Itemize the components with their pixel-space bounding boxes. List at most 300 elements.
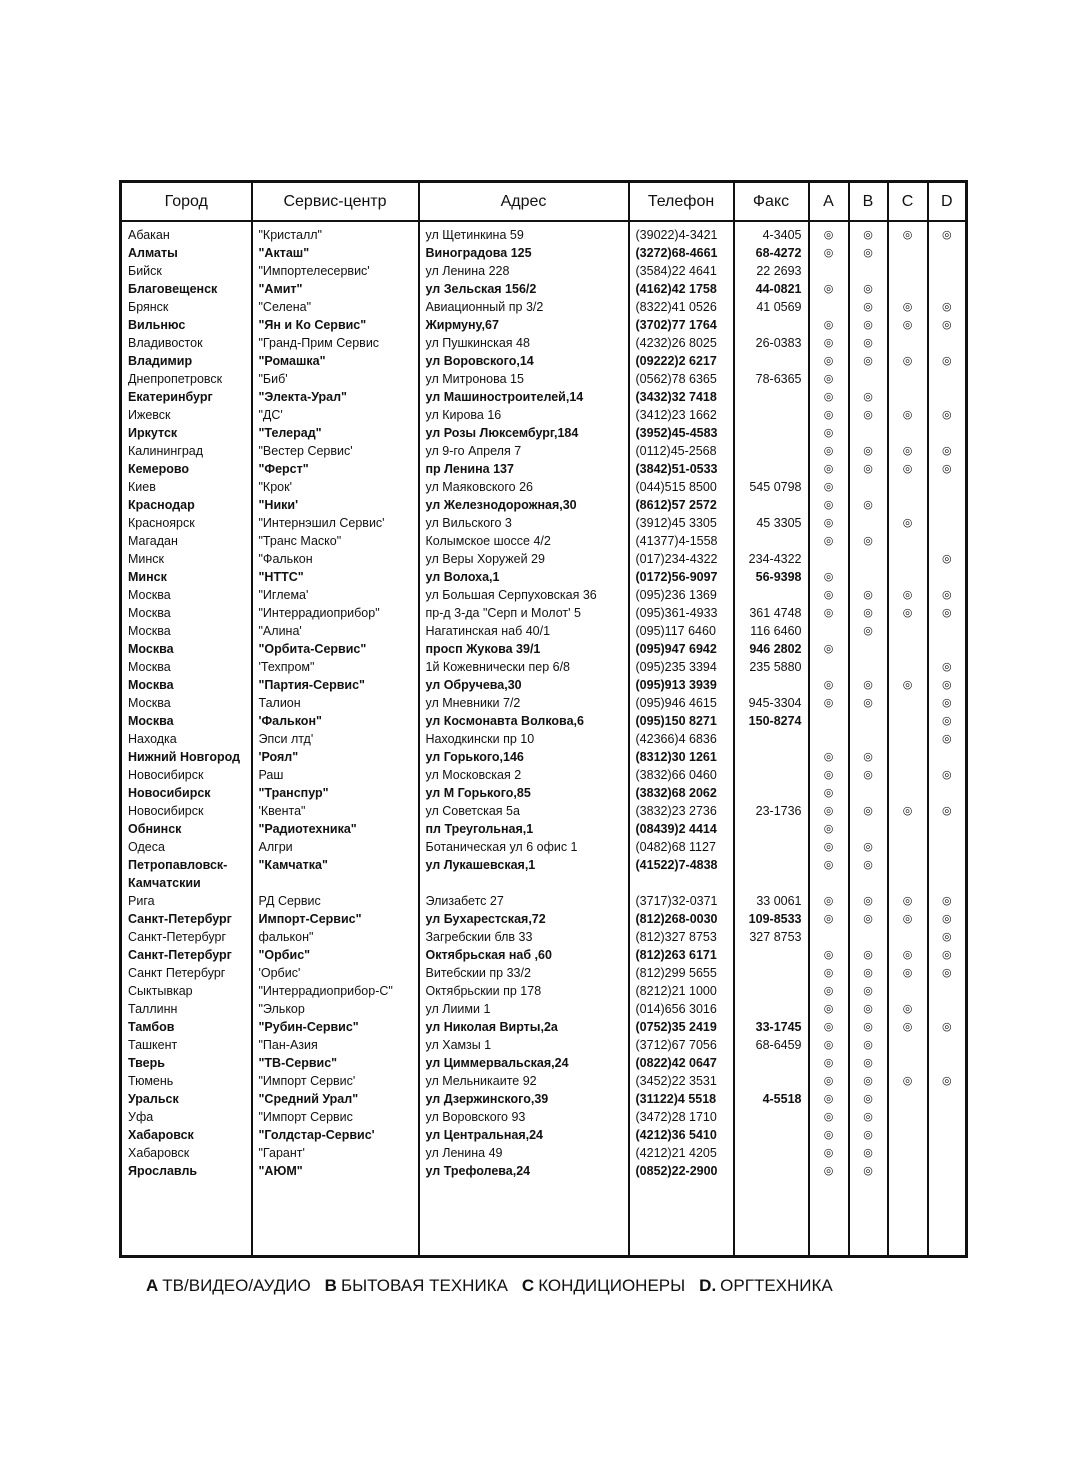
mark-c-cell — [888, 1108, 928, 1126]
header-address: Адрес — [419, 182, 629, 222]
mark-c-cell: ◎ — [888, 802, 928, 820]
mark-d-cell — [928, 748, 967, 766]
address-cell: ул Николая Вирты,2а — [419, 1018, 629, 1036]
service-center-cell: "Транспур" — [252, 784, 419, 802]
legend-item — [699, 1276, 833, 1295]
mark-a-cell: ◎ — [809, 1108, 849, 1126]
table-row — [121, 928, 967, 946]
service-center-cell: 'Квента" — [252, 802, 419, 820]
mark-a-cell: ◎ — [809, 352, 849, 370]
city-cell: Владимир — [121, 352, 252, 370]
city-cell: Магадан — [121, 532, 252, 550]
mark-a-cell: ◎ — [809, 838, 849, 856]
city-cell: Новосибирск — [121, 766, 252, 784]
legend-item — [522, 1276, 685, 1295]
city-cell: Киев — [121, 478, 252, 496]
table-row — [121, 532, 967, 550]
mark-a-cell: ◎ — [809, 406, 849, 424]
mark-c-cell — [888, 622, 928, 640]
phone-cell: (0562)78 6365 — [629, 370, 734, 388]
city-cell: Ижевск — [121, 406, 252, 424]
fax-cell: 4-3405 — [734, 221, 809, 244]
phone-cell: (095)946 4615 — [629, 694, 734, 712]
mark-d-cell — [928, 1000, 967, 1018]
address-cell: ул Мневники 7/2 — [419, 694, 629, 712]
mark-b-cell — [849, 550, 888, 568]
mark-d-cell — [928, 982, 967, 1000]
phone-cell: (0752)35 2419 — [629, 1018, 734, 1036]
table-row — [121, 280, 967, 298]
address-cell: Находкински пр 10 — [419, 730, 629, 748]
mark-d-cell: ◎ — [928, 676, 967, 694]
mark-a-cell — [809, 874, 849, 892]
mark-c-cell: ◎ — [888, 1018, 928, 1036]
mark-d-cell: ◎ — [928, 766, 967, 784]
address-cell: ул Зельская 156/2 — [419, 280, 629, 298]
address-cell: ул Дзержинского,39 — [419, 1090, 629, 1108]
phone-cell: (095)236 1369 — [629, 586, 734, 604]
fax-cell — [734, 388, 809, 406]
table-row — [121, 406, 967, 424]
table-row — [121, 766, 967, 784]
service-center-cell: "НТТС" — [252, 568, 419, 586]
address-cell: ул Вильского 3 — [419, 514, 629, 532]
mark-a-cell: ◎ — [809, 604, 849, 622]
table-row — [121, 1018, 967, 1036]
phone-cell: (8612)57 2572 — [629, 496, 734, 514]
table-row — [121, 1072, 967, 1090]
phone-cell: (3432)32 7418 — [629, 388, 734, 406]
header-d: D — [928, 182, 967, 222]
mark-c-cell — [888, 928, 928, 946]
legend-letter: B — [324, 1276, 337, 1295]
mark-c-cell: ◎ — [888, 221, 928, 244]
address-cell: ул Железнодорожная,30 — [419, 496, 629, 514]
phone-cell: (812)263 6171 — [629, 946, 734, 964]
mark-c-cell — [888, 334, 928, 352]
service-center-cell: Эпси лтд' — [252, 730, 419, 748]
mark-d-cell: ◎ — [928, 442, 967, 460]
address-cell: ул Горького,146 — [419, 748, 629, 766]
fax-cell: 56-9398 — [734, 568, 809, 586]
mark-c-cell: ◎ — [888, 352, 928, 370]
legend-letter: C — [521, 1276, 535, 1295]
mark-d-cell — [928, 1090, 967, 1108]
table-row — [121, 334, 967, 352]
fax-cell — [734, 838, 809, 856]
address-cell: ул Пушкинская 48 — [419, 334, 629, 352]
phone-cell: (08439)2 4414 — [629, 820, 734, 838]
mark-c-cell — [888, 550, 928, 568]
fax-cell: 4-5518 — [734, 1090, 809, 1108]
fax-cell: 33-1745 — [734, 1018, 809, 1036]
mark-d-cell: ◎ — [928, 550, 967, 568]
phone-cell: (095)117 6460 — [629, 622, 734, 640]
mark-d-cell — [928, 1126, 967, 1144]
address-cell: ул Космонавта Волкова,6 — [419, 712, 629, 730]
city-cell: Обнинск — [121, 820, 252, 838]
address-cell: ул Машиностроителей,14 — [419, 388, 629, 406]
fax-cell: 26-0383 — [734, 334, 809, 352]
table-row — [121, 298, 967, 316]
mark-c-cell — [888, 568, 928, 586]
empty-cell — [629, 1180, 734, 1257]
table-row — [121, 676, 967, 694]
mark-c-cell — [888, 730, 928, 748]
mark-d-cell — [928, 514, 967, 532]
mark-d-cell — [928, 280, 967, 298]
fax-cell: 946 2802 — [734, 640, 809, 658]
mark-b-cell — [849, 712, 888, 730]
city-cell: Санкт-Петербург — [121, 928, 252, 946]
mark-d-cell: ◎ — [928, 730, 967, 748]
mark-a-cell — [809, 550, 849, 568]
address-cell: ул Веры Хоружей 29 — [419, 550, 629, 568]
header-b: B — [849, 182, 888, 222]
city-cell: Москва — [121, 694, 252, 712]
fax-cell — [734, 820, 809, 838]
mark-c-cell: ◎ — [888, 676, 928, 694]
mark-a-cell: ◎ — [809, 1144, 849, 1162]
table-row — [121, 568, 967, 586]
mark-a-cell: ◎ — [809, 1090, 849, 1108]
city-cell: Хабаровск — [121, 1126, 252, 1144]
fax-cell — [734, 982, 809, 1000]
table-row — [121, 1054, 967, 1072]
fax-cell: 41 0569 — [734, 298, 809, 316]
table-row — [121, 694, 967, 712]
legend-item — [325, 1276, 508, 1295]
city-cell: Уфа — [121, 1108, 252, 1126]
mark-b-cell: ◎ — [849, 1018, 888, 1036]
mark-b-cell: ◎ — [849, 694, 888, 712]
city-cell: Краснодар — [121, 496, 252, 514]
mark-d-cell — [928, 874, 967, 892]
service-center-cell: "Иглема' — [252, 586, 419, 604]
service-center-cell: "Электа-Урал" — [252, 388, 419, 406]
address-cell: ул Воровского 93 — [419, 1108, 629, 1126]
fax-cell — [734, 442, 809, 460]
mark-b-cell: ◎ — [849, 460, 888, 478]
address-cell: Авиационный пр 3/2 — [419, 298, 629, 316]
table-row — [121, 658, 967, 676]
address-cell: ул 9-го Апреля 7 — [419, 442, 629, 460]
mark-d-cell — [928, 532, 967, 550]
service-center-cell: "Кристалл" — [252, 221, 419, 244]
address-cell: ул Мельникаите 92 — [419, 1072, 629, 1090]
table-row — [121, 370, 967, 388]
fax-cell — [734, 1162, 809, 1180]
mark-d-cell: ◎ — [928, 604, 967, 622]
service-center-cell: "Пан-Азия — [252, 1036, 419, 1054]
phone-cell: (0112)45-2568 — [629, 442, 734, 460]
mark-d-cell: ◎ — [928, 460, 967, 478]
fax-cell — [734, 676, 809, 694]
mark-a-cell: ◎ — [809, 316, 849, 334]
phone-cell: (31122)4 5518 — [629, 1090, 734, 1108]
table-row — [121, 622, 967, 640]
address-cell: пр Ленина 137 — [419, 460, 629, 478]
mark-a-cell: ◎ — [809, 640, 849, 658]
mark-c-cell — [888, 1054, 928, 1072]
mark-a-cell: ◎ — [809, 748, 849, 766]
header-phone: Телефон — [629, 182, 734, 222]
city-cell: Санкт Петербург — [121, 964, 252, 982]
mark-c-cell: ◎ — [888, 892, 928, 910]
service-center-cell: "Радиотехника" — [252, 820, 419, 838]
service-center-cell: 'Орбис' — [252, 964, 419, 982]
fax-cell — [734, 406, 809, 424]
service-center-cell: "Гранд-Прим Сервис — [252, 334, 419, 352]
mark-d-cell — [928, 568, 967, 586]
address-cell: ул Трефолева,24 — [419, 1162, 629, 1180]
phone-cell: (3952)45-4583 — [629, 424, 734, 442]
service-center-cell: "Крок' — [252, 478, 419, 496]
phone-cell: (3832)66 0460 — [629, 766, 734, 784]
mark-c-cell: ◎ — [888, 460, 928, 478]
address-cell: ул Ленина 228 — [419, 262, 629, 280]
phone-cell — [629, 874, 734, 892]
mark-d-cell: ◎ — [928, 910, 967, 928]
service-center-cell: "Орбита-Сервис" — [252, 640, 419, 658]
table-row — [121, 550, 967, 568]
mark-c-cell — [888, 1144, 928, 1162]
mark-c-cell: ◎ — [888, 1072, 928, 1090]
table-row — [121, 946, 967, 964]
table-row — [121, 1036, 967, 1054]
mark-b-cell: ◎ — [849, 802, 888, 820]
mark-d-cell — [928, 1162, 967, 1180]
service-center-cell: "ТВ-Сервис" — [252, 1054, 419, 1072]
table-row — [121, 730, 967, 748]
city-cell: Москва — [121, 622, 252, 640]
fax-cell: 150-8274 — [734, 712, 809, 730]
mark-b-cell: ◎ — [849, 1054, 888, 1072]
empty-cell — [928, 1180, 967, 1257]
service-center-cell: 'Техпром" — [252, 658, 419, 676]
city-cell: Брянск — [121, 298, 252, 316]
mark-b-cell: ◎ — [849, 1090, 888, 1108]
empty-cell — [888, 1180, 928, 1257]
service-center-cell: 'Роял" — [252, 748, 419, 766]
service-center-cell: "Элькор — [252, 1000, 419, 1018]
table-row — [121, 262, 967, 280]
phone-cell: (812)299 5655 — [629, 964, 734, 982]
table-row — [121, 460, 967, 478]
fax-cell: 78-6365 — [734, 370, 809, 388]
mark-d-cell — [928, 1144, 967, 1162]
legend-label: КОНДИЦИОНЕРЫ — [538, 1276, 686, 1295]
mark-a-cell — [809, 928, 849, 946]
address-cell: ул Циммервальская,24 — [419, 1054, 629, 1072]
address-cell: ул Московская 2 — [419, 766, 629, 784]
mark-d-cell — [928, 334, 967, 352]
mark-d-cell — [928, 478, 967, 496]
phone-cell: (09222)2 6217 — [629, 352, 734, 370]
city-cell: Алматы — [121, 244, 252, 262]
mark-d-cell — [928, 1036, 967, 1054]
mark-a-cell: ◎ — [809, 820, 849, 838]
mark-c-cell — [888, 820, 928, 838]
phone-cell: (3452)22 3531 — [629, 1072, 734, 1090]
service-center-cell: Импорт-Сервис" — [252, 910, 419, 928]
mark-a-cell: ◎ — [809, 784, 849, 802]
mark-d-cell — [928, 640, 967, 658]
table-row — [121, 820, 967, 838]
service-center-cell: Талион — [252, 694, 419, 712]
mark-a-cell: ◎ — [809, 766, 849, 784]
fax-cell — [734, 532, 809, 550]
mark-d-cell: ◎ — [928, 928, 967, 946]
city-cell: Абакан — [121, 221, 252, 244]
mark-b-cell: ◎ — [849, 982, 888, 1000]
fax-cell — [734, 1144, 809, 1162]
mark-a-cell: ◎ — [809, 964, 849, 982]
table-body — [121, 221, 967, 1257]
phone-cell: (8312)30 1261 — [629, 748, 734, 766]
mark-c-cell: ◎ — [888, 604, 928, 622]
service-center-cell: "ДС' — [252, 406, 419, 424]
phone-cell: (3412)23 1662 — [629, 406, 734, 424]
fax-cell — [734, 1126, 809, 1144]
mark-d-cell: ◎ — [928, 658, 967, 676]
address-cell: просп Жукова 39/1 — [419, 640, 629, 658]
mark-a-cell: ◎ — [809, 1054, 849, 1072]
address-cell: Загребскии блв 33 — [419, 928, 629, 946]
phone-cell: (095)235 3394 — [629, 658, 734, 676]
address-cell: ул М Горького,85 — [419, 784, 629, 802]
service-center-cell: "Телерад" — [252, 424, 419, 442]
mark-c-cell: ◎ — [888, 910, 928, 928]
mark-b-cell — [849, 568, 888, 586]
city-cell: Москва — [121, 676, 252, 694]
city-cell: Санкт-Петербург — [121, 946, 252, 964]
mark-c-cell — [888, 244, 928, 262]
phone-cell: (812)268-0030 — [629, 910, 734, 928]
phone-cell: (4212)36 5410 — [629, 1126, 734, 1144]
mark-c-cell: ◎ — [888, 298, 928, 316]
mark-b-cell — [849, 874, 888, 892]
phone-cell: (017)234-4322 — [629, 550, 734, 568]
service-center-cell: РД Сервис — [252, 892, 419, 910]
table-row — [121, 352, 967, 370]
mark-d-cell: ◎ — [928, 712, 967, 730]
header-c: C — [888, 182, 928, 222]
phone-cell: (3832)68 2062 — [629, 784, 734, 802]
fax-cell: 327 8753 — [734, 928, 809, 946]
mark-b-cell: ◎ — [849, 1000, 888, 1018]
header-a: A — [809, 182, 849, 222]
mark-c-cell — [888, 370, 928, 388]
mark-a-cell — [809, 712, 849, 730]
mark-b-cell: ◎ — [849, 1144, 888, 1162]
legend-letter: D. — [699, 1276, 717, 1295]
mark-d-cell — [928, 820, 967, 838]
mark-c-cell — [888, 280, 928, 298]
city-cell: Москва — [121, 640, 252, 658]
mark-b-cell: ◎ — [849, 676, 888, 694]
mark-b-cell — [849, 658, 888, 676]
city-cell: Сыктывкар — [121, 982, 252, 1000]
phone-cell: (014)656 3016 — [629, 1000, 734, 1018]
service-center-cell — [252, 874, 419, 892]
table-row — [121, 892, 967, 910]
mark-c-cell: ◎ — [888, 1000, 928, 1018]
service-center-cell: "Ферст" — [252, 460, 419, 478]
address-cell: ул Волоха,1 — [419, 568, 629, 586]
mark-d-cell: ◎ — [928, 221, 967, 244]
mark-a-cell — [809, 658, 849, 676]
service-center-cell: "Голдстар-Сервис' — [252, 1126, 419, 1144]
address-cell: ул Лукашевская,1 — [419, 856, 629, 874]
address-cell: ул Лиими 1 — [419, 1000, 629, 1018]
table-row — [121, 586, 967, 604]
mark-a-cell: ◎ — [809, 856, 849, 874]
service-center-cell: 'Фалькон" — [252, 712, 419, 730]
mark-c-cell: ◎ — [888, 586, 928, 604]
fax-cell: 945-3304 — [734, 694, 809, 712]
mark-b-cell: ◎ — [849, 1162, 888, 1180]
phone-cell: (3584)22 4641 — [629, 262, 734, 280]
phone-cell: (8322)41 0526 — [629, 298, 734, 316]
mark-a-cell: ◎ — [809, 946, 849, 964]
mark-a-cell: ◎ — [809, 910, 849, 928]
table-row — [121, 1108, 967, 1126]
empty-cell — [252, 1180, 419, 1257]
city-cell: Нижний Новгород — [121, 748, 252, 766]
mark-a-cell: ◎ — [809, 1072, 849, 1090]
city-cell: Одеса — [121, 838, 252, 856]
phone-cell: (3832)23 2736 — [629, 802, 734, 820]
mark-a-cell — [809, 622, 849, 640]
mark-b-cell: ◎ — [849, 1108, 888, 1126]
legend-letter: A — [146, 1276, 159, 1295]
legend-item — [146, 1276, 311, 1295]
mark-a-cell: ◎ — [809, 568, 849, 586]
mark-a-cell: ◎ — [809, 460, 849, 478]
mark-a-cell: ◎ — [809, 442, 849, 460]
mark-c-cell — [888, 694, 928, 712]
table-row — [121, 784, 967, 802]
table-row — [121, 1162, 967, 1180]
city-cell: Москва — [121, 712, 252, 730]
legend — [146, 1276, 847, 1296]
service-center-cell: "Биб' — [252, 370, 419, 388]
city-cell: Вильнюс — [121, 316, 252, 334]
header-fax: Факс — [734, 182, 809, 222]
fax-cell — [734, 424, 809, 442]
mark-d-cell: ◎ — [928, 316, 967, 334]
mark-d-cell: ◎ — [928, 1072, 967, 1090]
phone-cell: (3472)28 1710 — [629, 1108, 734, 1126]
service-center-cell: "Средний Урал" — [252, 1090, 419, 1108]
mark-b-cell: ◎ — [849, 622, 888, 640]
mark-b-cell — [849, 478, 888, 496]
mark-c-cell: ◎ — [888, 514, 928, 532]
fax-cell: 116 6460 — [734, 622, 809, 640]
mark-c-cell — [888, 478, 928, 496]
mark-c-cell — [888, 424, 928, 442]
mark-b-cell: ◎ — [849, 352, 888, 370]
fax-cell — [734, 856, 809, 874]
mark-d-cell — [928, 838, 967, 856]
mark-a-cell — [809, 262, 849, 280]
address-cell: ул Розы Люксембург,184 — [419, 424, 629, 442]
mark-a-cell: ◎ — [809, 802, 849, 820]
empty-cell — [734, 1180, 809, 1257]
mark-c-cell — [888, 784, 928, 802]
mark-c-cell — [888, 766, 928, 784]
